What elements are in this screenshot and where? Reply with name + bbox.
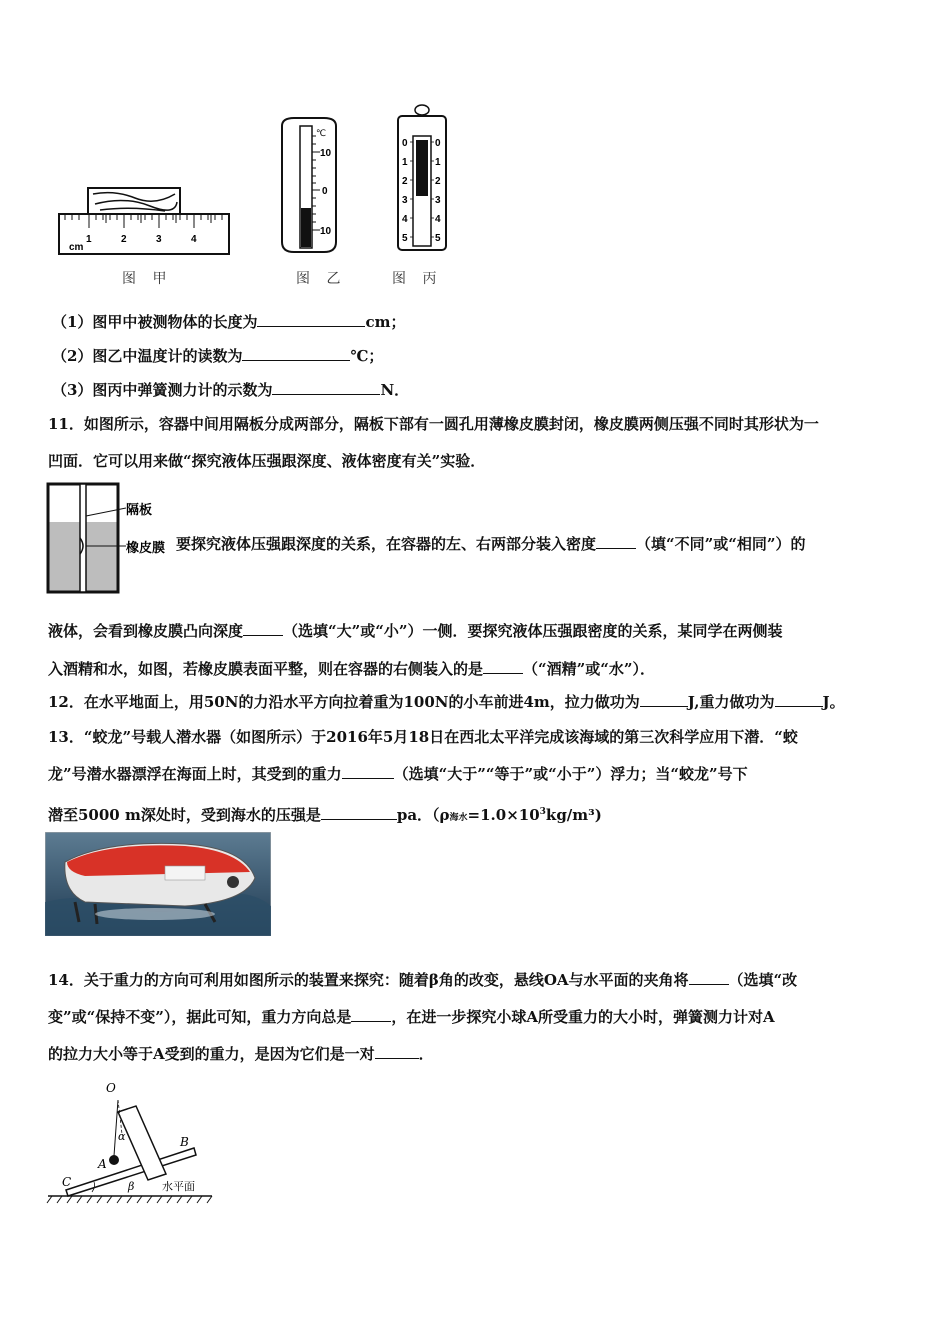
mercury-column bbox=[301, 208, 311, 247]
liquid-right bbox=[86, 522, 118, 592]
label-A: A bbox=[98, 1157, 107, 1171]
spring-scale-figure bbox=[396, 102, 450, 254]
spring-scale-caption: 图 丙 bbox=[392, 271, 443, 287]
label-partition: 隔板 bbox=[126, 503, 153, 518]
thermometer-label-top: 10 bbox=[320, 148, 332, 159]
q13-blank-2[interactable] bbox=[321, 805, 397, 820]
q11-line-5: 入酒精和水，如图，若橡皮膜表面平整，则在容器的右侧装入的是 （“酒精”或“水”）． bbox=[48, 660, 656, 678]
thermometer-label-bottom: 10 bbox=[320, 226, 332, 237]
scale-right-2: 2 bbox=[435, 176, 441, 187]
scale-left-2: 2 bbox=[402, 176, 408, 187]
thermometer-caption: 图 乙 bbox=[296, 271, 347, 287]
scale-left-5: 5 bbox=[402, 233, 408, 244]
q10-blank-3[interactable] bbox=[272, 380, 380, 395]
q10-blank-2[interactable] bbox=[242, 346, 350, 361]
q11-blank-3[interactable] bbox=[483, 659, 523, 674]
label-beta: β bbox=[128, 1180, 135, 1193]
q10-part-3: （3）图丙中弹簧测力计的示数为 N． bbox=[52, 381, 410, 399]
q13-blank-1[interactable] bbox=[342, 764, 394, 779]
q11-line-3: 要探究液体压强跟深度的关系，在容器的左、右两部分装入密度 （填“不同”或“相同”）的 bbox=[176, 535, 806, 553]
q11-blank-1[interactable] bbox=[596, 534, 636, 549]
scale-left-3: 3 bbox=[402, 195, 408, 206]
ruler-body bbox=[59, 214, 229, 254]
ruler-tick-2: 2 bbox=[121, 234, 127, 245]
q13-line-2: 龙”号潜水器漂浮在海面上时，其受到的重力 （选填“大于”“等于”或“小于”）浮力；当“蛟龙”号下 bbox=[48, 765, 748, 783]
q11-line-1: 11．如图所示，容器中间用隔板分成两部分，隔板下部有一圆孔用薄橡皮膜封闭，橡皮膜两侧压强不同时其形状为一 bbox=[48, 415, 819, 433]
scale-left-1: 1 bbox=[402, 157, 408, 168]
q11-blank-2[interactable] bbox=[243, 621, 283, 636]
q14-line-3: 的拉力大小等于A受到的重力，是因为它们是一对 ． bbox=[48, 1045, 434, 1063]
ruler-tick-4: 4 bbox=[191, 234, 197, 245]
q11-line-2: 凹面．它可以用来做“探究液体压强跟深度、液体密度有关”实验． bbox=[48, 452, 486, 470]
q10-blank-1[interactable] bbox=[257, 312, 365, 327]
q11-line-4: 液体，会看到橡皮膜凸向深度 （选填“大”或“小”）一侧．要探究液体压强跟密度的关系，某同学在两侧装 bbox=[48, 622, 783, 640]
ball-A bbox=[109, 1155, 119, 1165]
incline-figure bbox=[44, 1074, 216, 1208]
ruler-figure bbox=[55, 180, 235, 260]
ruler-tick-3: 3 bbox=[156, 234, 162, 245]
q10-part-1: （1）图甲中被测物体的长度为 cm； bbox=[52, 313, 406, 331]
scale-left-0: 0 bbox=[402, 138, 408, 149]
label-C: C bbox=[62, 1175, 72, 1189]
q13-line-3: 潜至5000 m深处时，受到海水的压强是 pa．（ρ海水$=1.0\times 10^3kg/m^3$) bbox=[48, 806, 602, 824]
scale-right-0: 0 bbox=[435, 138, 441, 149]
scale-right-4: 4 bbox=[435, 214, 441, 225]
q10-part-2: （2）图乙中温度计的读数为 ℃； bbox=[52, 347, 384, 365]
q12-blank-2[interactable] bbox=[775, 692, 823, 707]
label-membrane: 橡皮膜 bbox=[126, 541, 166, 556]
q14-line-2: 变”或“保持不变”），据此可知，重力方向总是 ，在进一步探究小球A所受重力的大小时，弹簧测力计对A bbox=[48, 1008, 775, 1026]
thermometer-label-zero: 0 bbox=[322, 186, 328, 197]
thermometer-unit: ℃ bbox=[316, 129, 327, 139]
q12-line: 12．在水平地面上，用50N的力沿水平方向拉着重为100N的小车前进4m，拉力做功为 J,重力做功为 J。 bbox=[48, 693, 845, 711]
spring-indicator bbox=[416, 140, 428, 196]
ruler-unit: cm bbox=[69, 242, 84, 253]
ruler-tick-1: 1 bbox=[86, 234, 92, 245]
label-B: B bbox=[180, 1135, 189, 1149]
q14-blank-2[interactable] bbox=[351, 1007, 391, 1022]
container-figure bbox=[46, 482, 176, 596]
thermometer-figure bbox=[276, 116, 342, 256]
submersible-photo bbox=[45, 832, 271, 936]
scale-left-4: 4 bbox=[402, 214, 408, 225]
scale-hook-ring bbox=[415, 105, 429, 115]
scale-right-3: 3 bbox=[435, 195, 441, 206]
q14-line-1: 14．关于重力的方向可利用如图所示的装置来探究：随着β角的改变，悬线OA与水平面的夹角将 （选填“改 bbox=[48, 971, 798, 989]
q14-blank-1[interactable] bbox=[689, 970, 729, 985]
label-O: O bbox=[106, 1081, 116, 1095]
scale-right-1: 1 bbox=[435, 157, 441, 168]
q12-blank-1[interactable] bbox=[640, 692, 688, 707]
q14-blank-3[interactable] bbox=[375, 1044, 419, 1059]
label-ground: 水平面 bbox=[162, 1180, 195, 1193]
scale-right-5: 5 bbox=[435, 233, 441, 244]
label-alpha: α bbox=[118, 1130, 126, 1143]
ruler-caption: 图 甲 bbox=[122, 271, 173, 287]
q13-line-1: 13．“蛟龙”号载人潜水器（如图所示）于2016年5月18日在西北太平洋完成该海域的第三次科学应用下潜．“蛟 bbox=[48, 728, 798, 746]
liquid-left bbox=[48, 522, 80, 592]
